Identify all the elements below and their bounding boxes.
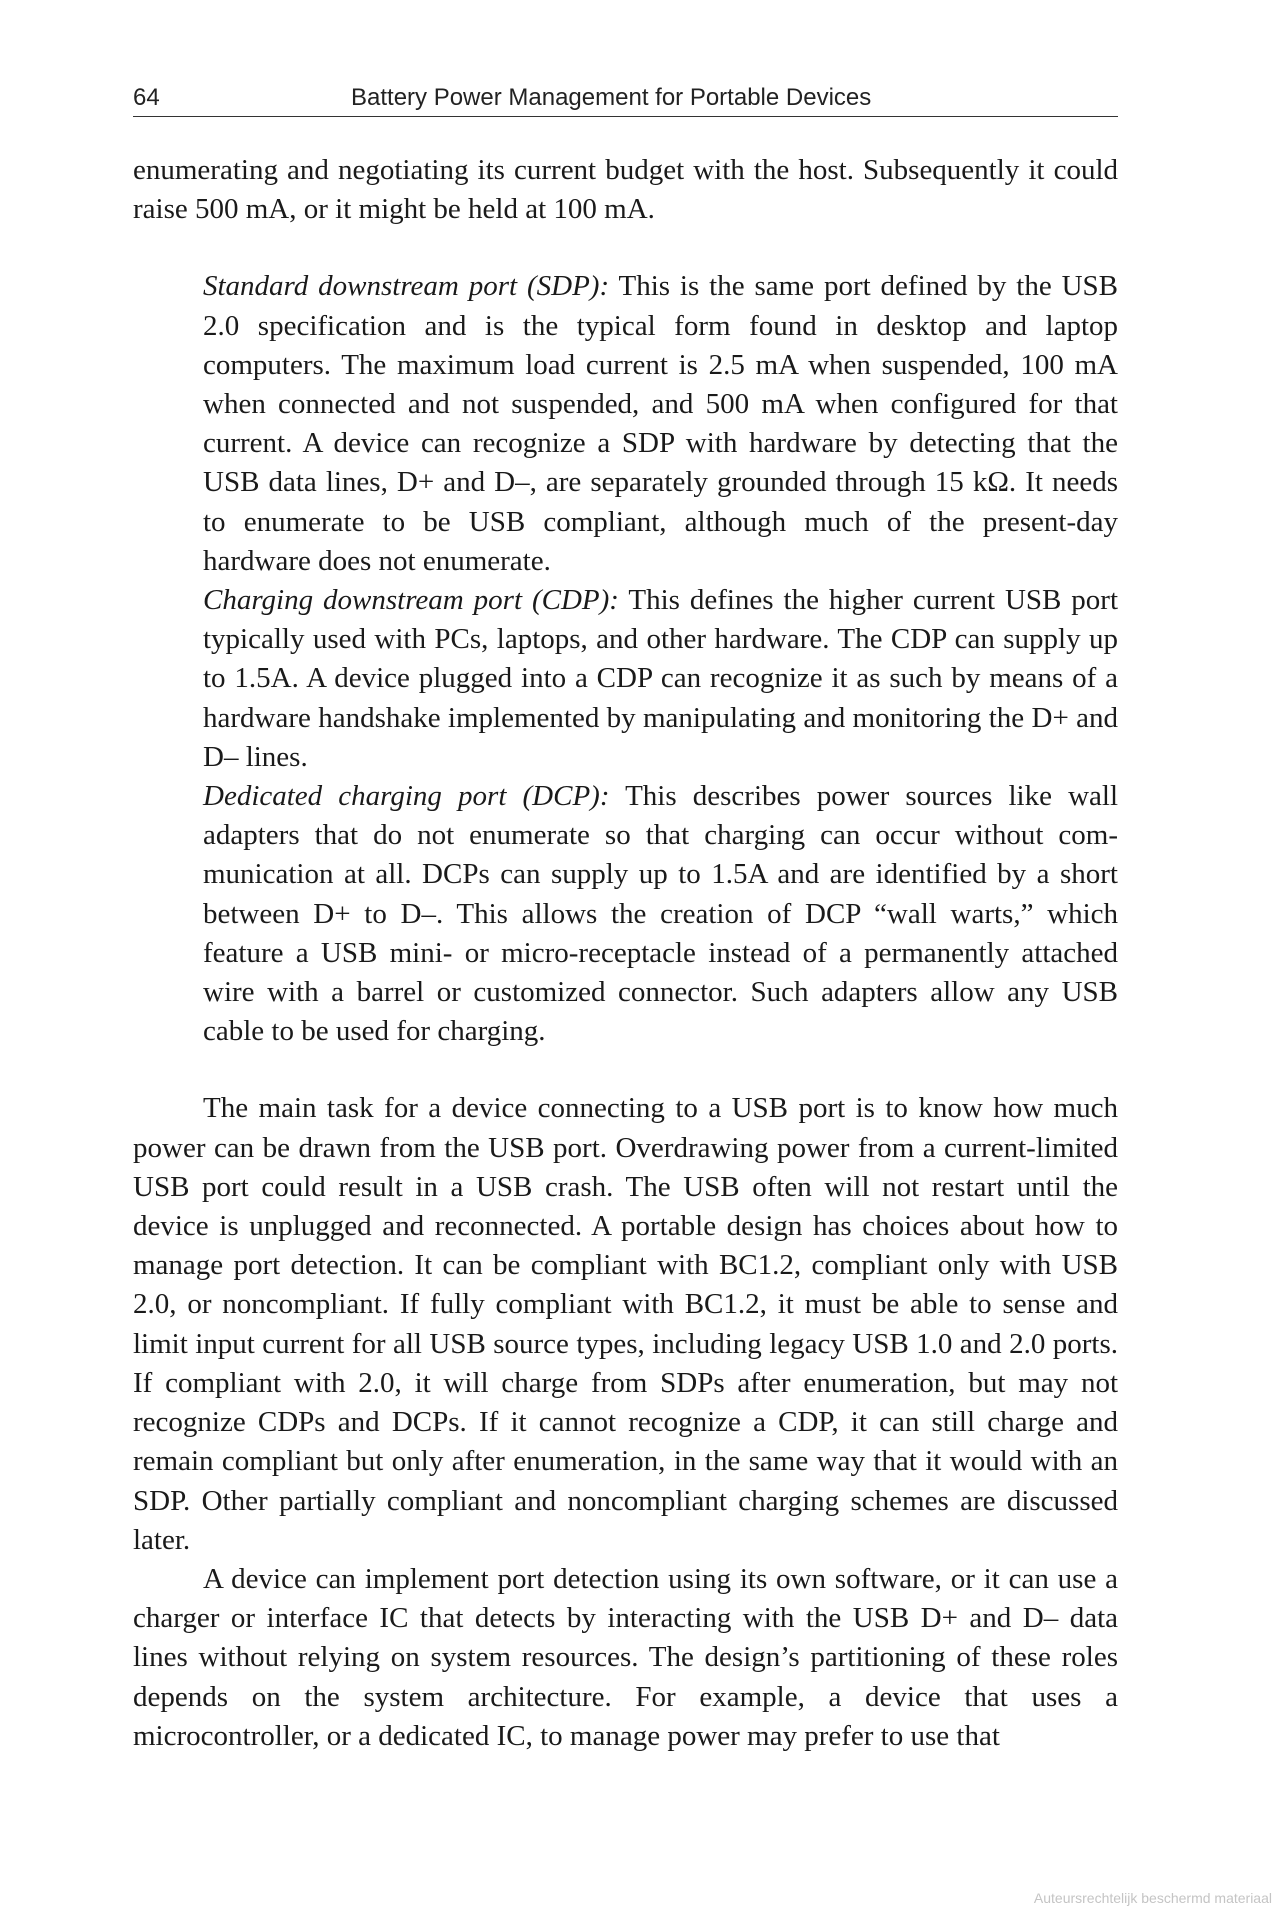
port-type-sdp	[203, 267, 1118, 581]
text-column	[133, 151, 1118, 1756]
opening-paragraph: enumerating and negotiating its current budget with the host. Subsequently it could raise 500 mA, or it might be held at 100 mA.	[133, 154, 1118, 226]
port-type-term: Standard downstream port (SDP):	[203, 270, 610, 303]
body-paragraph: The main task for a device connecting to a USB port is to know how much power can be drawn from the USB port. Overdrawing power from a current-limited USB port could result in a USB crash. The USB often will not restart until the device is unplugged and reconnected. A portable design has choices about how to manage port detection. It can be compliant with BC1.2, compliant only with USB 2.0, or noncompliant. If fully compliant with BC1.2, it must be able to sense and limit input current for all USB source types, including legacy USB 1.0 and 2.0 ports. If compliant with 2.0, it will charge from SDPs after enumeration, but may not recognize CDPs and DCPs. If it cannot recognize a CDP, it can still charge and remain compliant but only after enumeration, in the same way that it would with an SDP. Other partially compliant and noncompliant charging schemes are discussed later.	[133, 1092, 1118, 1556]
port-type-list	[203, 267, 1118, 1051]
copyright-watermark: Auteursrechtelijk beschermd materiaal	[1033, 1890, 1272, 1906]
port-type-text: This describes power sources like wall adapters that do not enumerate so that charging can occur without communication at all. DCPs can supply up to 1.5A and are identified by a short between D+ to D–. This allows the creation of DCP “wall warts,” which feature a USB mini- or micro-receptacle instead of a permanently attached wire with a barrel or customized connector. Such adapters allow any USB cable to be used for charging.	[203, 780, 1118, 1048]
port-type-cdp	[203, 581, 1118, 777]
port-type-term: Dedicated charging port (DCP):	[203, 780, 610, 813]
page-number: 64	[133, 84, 160, 111]
port-type-text: This is the same port defined by the USB 2.0 specification and is the typical form found in desktop and laptop computers. The maximum load current is 2.5 mA when suspended, 100 mA when connected and not suspended, and 500 mA when configured for that current. A device can recognize a SDP with hardware by detecting that the USB data lines, D+ and D–, are separately grounded through 15 kΩ. It needs to enumerate to be USB compliant, although much of the present-day hardware does not enumerate.	[203, 270, 1118, 577]
book-title: Battery Power Management for Portable Devices	[351, 84, 872, 111]
body-paragraph: A device can implement port detection using its own software, or it can use a charger or interface IC that detects by interacting with the USB D+ and D– data lines without relying on system resources. The design’s partitioning of these roles depends on the system architecture. For example, a device that uses a microcontroller, or a dedicated IC, to manage power may prefer to use that	[133, 1562, 1118, 1752]
port-type-dcp	[203, 777, 1118, 1051]
port-type-text: This defines the higher current USB port typically used with PCs, laptops, and other hardware. The CDP can supply up to 1.5A. A device plugged into a CDP can recognize it as such by means of a hardware handshake implemented by manipulating and monitoring the D+ and D– lines.	[203, 584, 1119, 773]
port-type-term: Charging downstream port (CDP):	[203, 584, 619, 617]
running-head	[133, 80, 1118, 117]
